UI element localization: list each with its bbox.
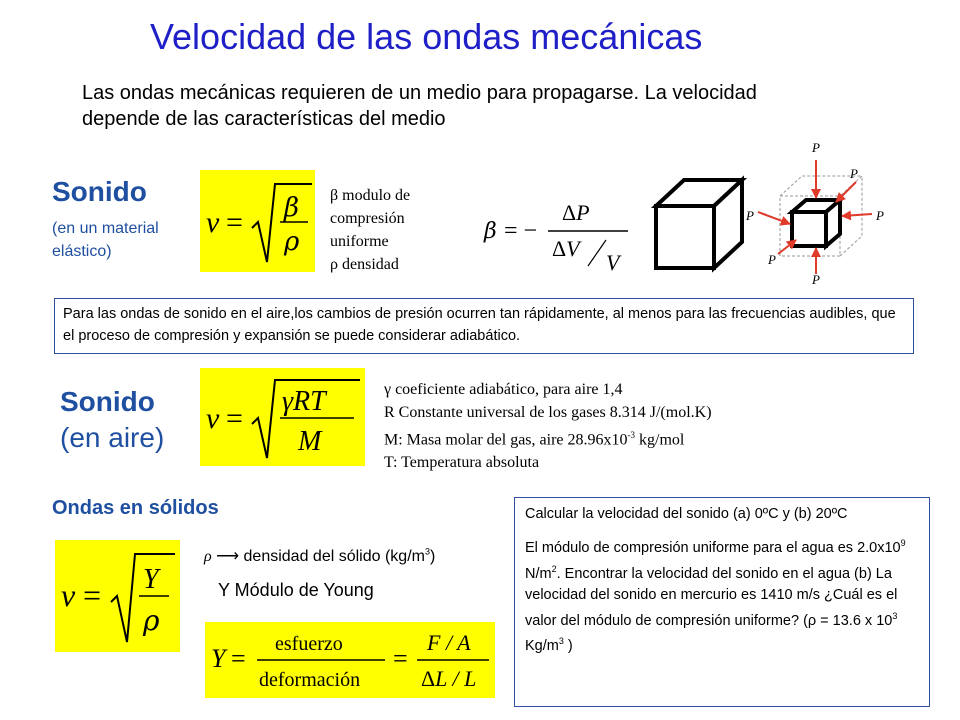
formula-v-solid-svg (55, 540, 180, 652)
svg-text:Y: Y (211, 644, 226, 673)
svg-text:F / A: F / A (427, 630, 471, 655)
exercise-box (514, 497, 930, 707)
air-constants-list (384, 378, 712, 474)
svg-text:= −: = − (504, 218, 538, 244)
formula-v-air-svg (200, 368, 365, 466)
subtitle-line: (en un material (52, 220, 159, 237)
m-unit: kg/mol (635, 431, 685, 449)
legend-line: β modulo de (330, 187, 411, 204)
young-modulus-label: Y Módulo de Young (218, 580, 374, 600)
svg-text:ρ: ρ (284, 227, 300, 257)
right-arrow-icon: ⟶ (216, 548, 240, 565)
svg-text:β: β (484, 219, 497, 244)
formula-beta-definition (480, 190, 640, 276)
force-label: P (850, 166, 858, 181)
exercise-exponent: 2 (551, 563, 557, 574)
legend-line: uniforme (330, 233, 389, 250)
solidos-heading: Ondas en sólidos (52, 497, 219, 519)
exercise-text: ) (563, 638, 573, 655)
svg-text:v: v (61, 577, 76, 613)
svg-text:=: = (226, 402, 243, 435)
svg-text:v: v (206, 402, 220, 435)
exercise-exponent: 9 (900, 538, 906, 548)
formula-young-svg (205, 622, 495, 698)
exercise-question-2 (525, 533, 919, 657)
m-text: M: Masa molar del gas, aire 28.96x10 (384, 431, 628, 449)
exercise-text: N/m (525, 565, 552, 582)
svg-text:ρ: ρ (143, 604, 160, 637)
formula-young (205, 622, 495, 698)
rho-close: ) (429, 548, 436, 565)
exercise-text: Kg/m (525, 638, 559, 655)
svg-text:=: = (393, 644, 408, 673)
r-line: R Constante universal de los gases 8.314 J/(mol.K) (384, 404, 712, 421)
gamma-line: γ coeficiente adiabático, para aire 1,4 (384, 381, 623, 398)
formula-v-beta-svg (200, 170, 315, 272)
legend-line: compresión (330, 210, 405, 227)
intro-text: Las ondas mecánicas requieren de un medio para propagarse. La velocidad depende de las características del medio (82, 82, 757, 130)
exercise-exponent: 3 (558, 636, 564, 647)
exercise-text: El módulo de compresión uniforme para el agua es 2.0x10 (525, 539, 901, 556)
sonido-material-subtitle (52, 217, 159, 263)
t-line: T: Temperatura absoluta (384, 454, 540, 472)
sonido-material-heading: Sonido (52, 176, 147, 207)
svg-text:γRT: γRT (282, 386, 326, 417)
svg-text:β: β (284, 193, 300, 223)
compression-cube-diagram (650, 138, 900, 288)
svg-text:=: = (226, 206, 243, 239)
svg-text:ΔP: ΔP (562, 200, 590, 225)
adiabatic-note: Para las ondas de sonido en el aire,los cambios de presión ocurren tan rápidamente, al menos para las frecuencias audibles, que el proceso de compresión y expansión se puede considerar adiabático. (54, 298, 914, 354)
svg-text:=: = (231, 644, 246, 673)
svg-text:M: M (298, 426, 322, 457)
force-label: P (876, 208, 884, 223)
legend-line: ρ densidad (330, 256, 399, 273)
subtitle-line: elástico) (52, 243, 112, 260)
page-title: Velocidad de las ondas mecánicas (150, 16, 703, 57)
force-label: P (768, 252, 776, 267)
svg-text:Y: Y (143, 564, 159, 595)
svg-text:ΔL / L: ΔL / L (421, 666, 477, 691)
rho-solid-description (204, 546, 435, 566)
svg-text:ΔV: ΔV (552, 236, 580, 261)
rho-text: densidad del sólido (kg/m (243, 548, 425, 565)
formula-v-air (200, 368, 365, 466)
sonido-aire-subtitle: (en aire) (60, 422, 165, 453)
esfuerzo-text: esfuerzo (275, 633, 343, 655)
solid-cube (656, 180, 742, 268)
exercise-exponent: 3 (892, 610, 898, 621)
force-label: P (746, 208, 754, 223)
formula-beta-svg (480, 190, 640, 276)
svg-text:v: v (206, 206, 220, 239)
sonido-aire-heading: Sonido (60, 386, 155, 417)
m-line (384, 424, 712, 451)
force-label: P (812, 272, 820, 287)
rho-symbol: ρ (204, 548, 212, 565)
formula-v-beta (200, 170, 315, 272)
rho-exponent: 3 (424, 546, 430, 557)
beta-rho-legend (330, 184, 410, 276)
formula-v-solid (55, 540, 180, 652)
m-exponent: -3 (627, 430, 635, 440)
deformacion-text: deformación (259, 669, 361, 691)
svg-text:=: = (83, 577, 102, 613)
force-label: P (812, 140, 820, 155)
exercise-text: . Encontrar la velocidad del sonido en el agua (b) La velocidad del sonido en mercurio es 1410 m/s ¿Cuál es el valor del módulo de compresión uniforme? (ρ = 13.6 x 10 (525, 565, 898, 629)
svg-text:V: V (606, 250, 620, 275)
exercise-question-1: Calcular la velocidad del sonido (a) 0ºC y (b) 20ºC (525, 506, 848, 522)
